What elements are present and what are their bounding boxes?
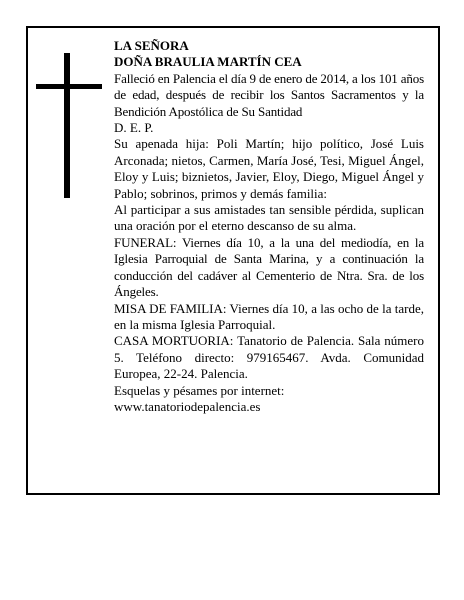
funeral-home-details: CASA MORTUORIA: Tanatorio de Palencia. Sala número 5. Teléfono directo: 979165467. Avda. Comunidad Europea, 22-24. Palencia. [114, 333, 424, 382]
funeral-details: FUNERAL: Viernes día 10, a la una del mediodía, en la Iglesia Parroquial de Santa Marina, y a continuación la conducción del cadáver al Cementerio de Ntra. Sra. de los Ángeles. [114, 234, 424, 300]
family-mass-details: MISA DE FAMILIA: Viernes día 10, a las ocho de la tarde, en la misma Iglesia Parroquial. [114, 300, 424, 332]
obituary-text [114, 38, 424, 415]
cross-icon [36, 53, 102, 198]
cross-horizontal-bar [36, 84, 102, 89]
cross-vertical-bar [64, 53, 70, 198]
obituary-title: LA SEÑORA [114, 38, 189, 53]
death-statement: Falleció en Palencia el día 9 de enero de 2014, a los 101 años de edad, después de recibir los Santos Sacramentos y la Bendición Apostólica de Su Santidad [114, 70, 424, 119]
prayer-request: Al participar a sus amistades tan sensible pérdida, suplican una oración por el eterno descanso de su alma. [114, 202, 424, 234]
family-list: Su apenada hija: Poli Martín; hijo político, José Luis Arconada; nietos, Carmen, María José, Tesi, Miguel Ángel, Eloy y Luis; biznietos, Javier, Eloy, Diego, Miguel Ángel y Pablo; sobrinos, primos y demás familia: [114, 136, 424, 201]
website-link[interactable]: www.tanatoriodepalencia.es [114, 398, 261, 414]
dep-line: D. E. P. [114, 120, 154, 136]
deceased-name: DOÑA BRAULIA MARTÍN CEA [114, 54, 302, 70]
condolences-label: Esquelas y pésames por internet: [114, 382, 285, 398]
